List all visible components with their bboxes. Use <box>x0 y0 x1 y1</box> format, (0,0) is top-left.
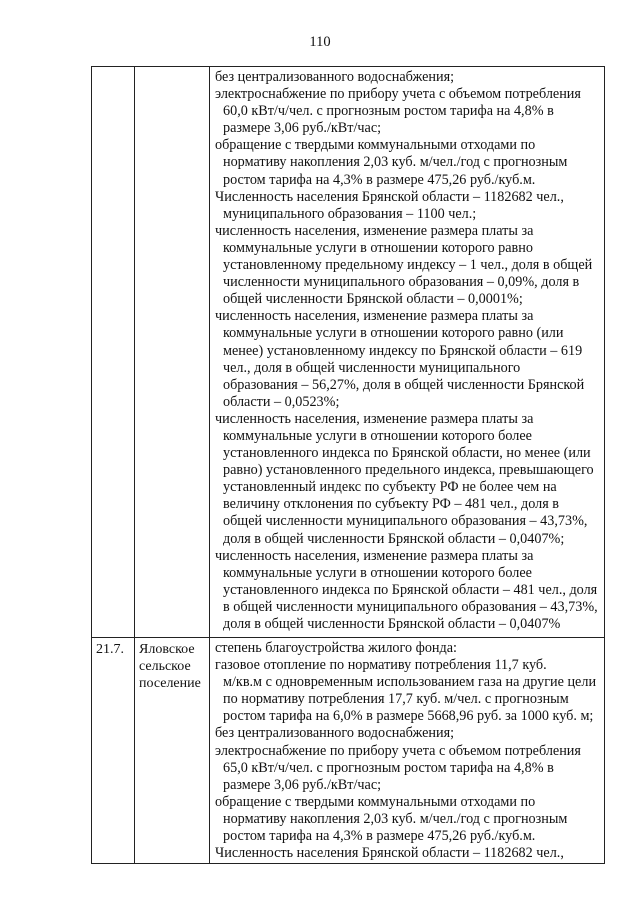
page-number: 110 <box>309 34 331 50</box>
description-cell <box>210 638 605 864</box>
table-row <box>92 638 605 864</box>
municipality-table <box>91 66 605 864</box>
text-line: без централизованного водоснабжения; <box>215 69 455 85</box>
text-line: доля в общей численности Брянской области – 0,0407% <box>223 616 561 632</box>
text-line: м/кв.м с одновременным использованием газа на другие цели <box>223 674 597 691</box>
text-line: коммунальные услуги в отношении которого равно <box>223 239 533 256</box>
text-line: коммунальные услуги в отношении которого более <box>223 564 532 581</box>
municipality-name-cell: Яловское сельское поселение <box>135 638 210 864</box>
text-line: нормативу накопления 2,03 куб. м/чел./год с прогнозным <box>223 154 568 171</box>
text-line: менее) установленному индексу по Брянской области – 619 <box>223 342 583 359</box>
description-cell <box>210 67 605 638</box>
text-line: ростом тарифа на 6,0% в размере 5668,96 руб. за 1000 куб. м; <box>223 708 594 725</box>
row-number-cell: 21.7. <box>92 638 135 864</box>
text-line: установленный индекс по субъекту РФ не более чем на <box>223 479 557 496</box>
text-line: обращение с твердыми коммунальными отходами по <box>215 793 536 810</box>
text-line: электроснабжение по прибору учета с объемом потребления <box>215 742 581 759</box>
text-line: Численность населения Брянской области – 1182682 чел., <box>215 845 564 862</box>
text-line: размере 3,06 руб./кВт/час; <box>223 776 382 793</box>
text-line: установленному предельному индексу – 1 чел., доля в общей <box>223 257 593 274</box>
text-line: общей численности муниципального образования – 43,73%, <box>223 513 588 530</box>
text-line: установленного индекса по Брянской области – 481 чел., доля <box>223 581 598 598</box>
text-line: коммунальные услуги в отношении которого равно (или <box>223 325 564 342</box>
text-line: коммунальные услуги в отношении которого более <box>223 427 532 444</box>
text-line: Численность населения Брянской области – 1182682 чел., <box>215 188 564 205</box>
text-line: муниципального образования – 1100 чел.; <box>223 205 477 222</box>
text-line: 65,0 кВт/ч/чел. с прогнозным ростом тарифа на 4,8% в <box>223 759 554 776</box>
text-line: газовое отопление по нормативу потребления 11,7 куб. <box>215 657 547 674</box>
text-line: области – 0,0523%; <box>223 393 340 410</box>
text-line: численность населения, изменение размера платы за <box>215 308 534 325</box>
text-line: обращение с твердыми коммунальными отходами по <box>215 137 536 154</box>
text-line: общей численности Брянской области – 0,0001%; <box>223 291 523 308</box>
table-row <box>92 67 605 638</box>
text-line: электроснабжение по прибору учета с объемом потребления <box>215 86 581 103</box>
text-line: численности муниципального образования – 0,09%, доля в <box>223 274 580 291</box>
text-line: установленного индекса по Брянской области, но менее (или <box>223 445 591 462</box>
text-line: размере 3,06 руб./кВт/час; <box>223 120 382 137</box>
text-line: образования – 56,27%, доля в общей численности Брянской <box>223 376 585 393</box>
text-line: в общей численности муниципального образования – 43,73%, <box>223 598 598 615</box>
text-line: численность населения, изменение размера платы за <box>215 222 534 239</box>
text-line: степень благоустройства жилого фонда: <box>215 640 457 656</box>
text-line: численность населения, изменение размера платы за <box>215 410 534 427</box>
text-line: ростом тарифа на 4,3% в размере 475,26 руб./куб.м. <box>223 171 536 188</box>
text-line: доля в общей численности Брянской области – 0,0407%; <box>223 530 565 547</box>
text-line: численность населения, изменение размера платы за <box>215 547 534 564</box>
text-line: по нормативу потребления 17,7 куб. м/чел. с прогнозным <box>223 691 569 708</box>
text-line: без централизованного водоснабжения; <box>215 725 455 742</box>
municipality-name-cell <box>135 67 210 638</box>
text-line: величину отклонения по субъекту РФ – 481 чел., доля в <box>223 496 559 513</box>
text-line: равно) установленного предельного индекса, превышающего <box>223 462 594 479</box>
text-line: ростом тарифа на 4,3% в размере 475,26 руб./куб.м. <box>223 828 536 845</box>
text-line: чел., доля в общей численности муниципального <box>223 359 521 376</box>
text-line: 60,0 кВт/ч/чел. с прогнозным ростом тарифа на 4,8% в <box>223 103 554 120</box>
text-line: нормативу накопления 2,03 куб. м/чел./год с прогнозным <box>223 810 568 827</box>
row-number-cell <box>92 67 135 638</box>
